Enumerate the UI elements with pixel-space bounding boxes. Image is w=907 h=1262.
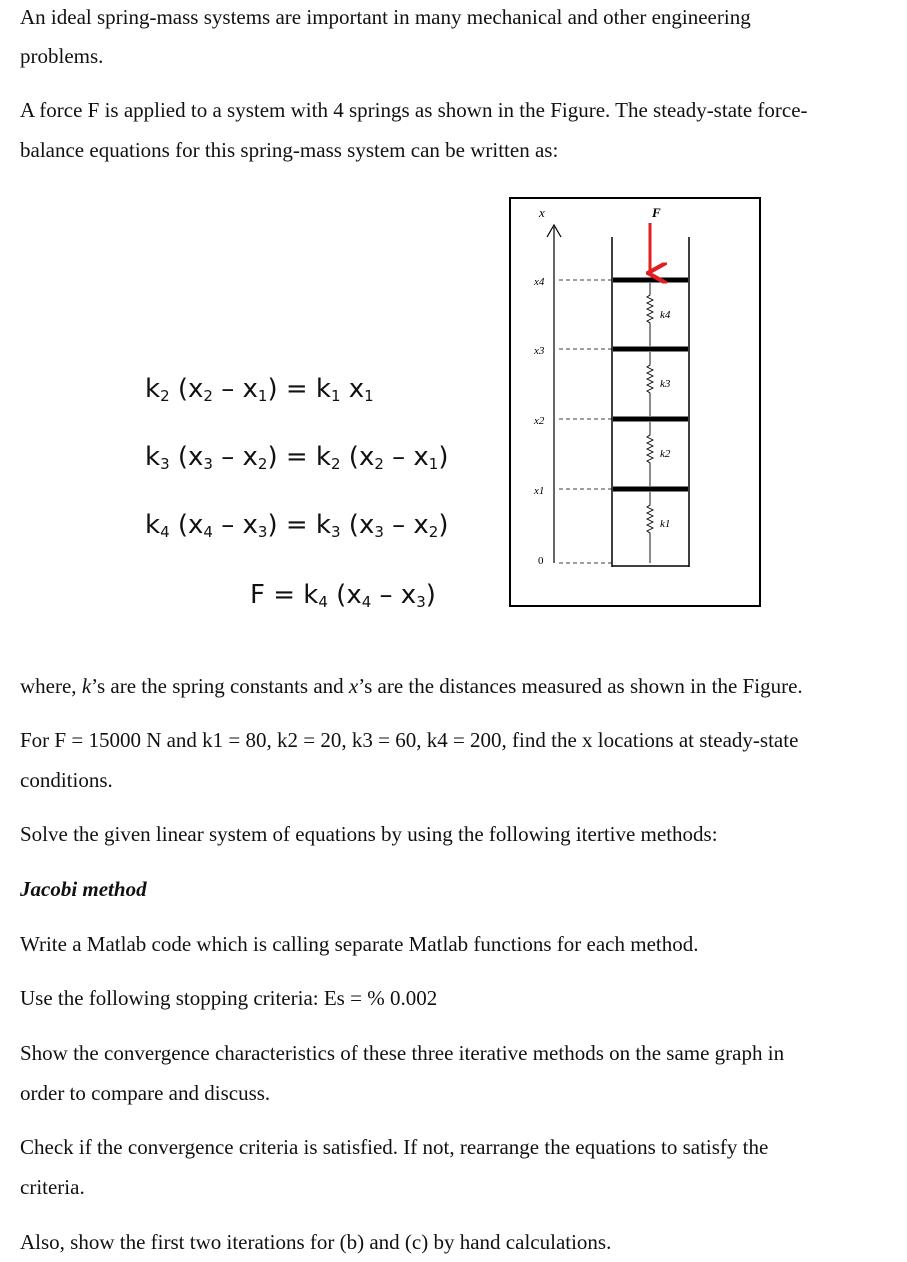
convergence-line-2: order to compare and discuss.: [20, 1081, 271, 1105]
spring-label-k4: k4: [660, 309, 671, 321]
equation-4: $F = k_4$ $(x_4 - x_3)$: [250, 580, 436, 611]
spring-mass-figure: [509, 197, 761, 607]
level-label-x1: x1: [534, 485, 545, 497]
stopping-criteria: Use the following stopping criteria: Es = % 0.002: [20, 986, 438, 1010]
equation-3: $k_4$ $(x_4 - x_3) = k_3$ $(x_3 - x_2)$: [145, 510, 449, 541]
spring-label-k2: k2: [660, 448, 671, 460]
force-paragraph-line-1: A force F is applied to a system with 4 springs as shown in the Figure. The steady-state force-: [20, 98, 808, 122]
intro-line-1: An ideal spring-mass systems are important in many mechanical and other engineering: [20, 5, 751, 29]
equation-2: $k_3$ $(x_3 - x_2) = k_2$ $(x_2 - x_1)$: [145, 442, 449, 473]
x-axis-label: x: [539, 205, 545, 220]
force-paragraph-line-2: balance equations for this spring-mass system can be written as:: [20, 138, 559, 162]
spring-label-k1: k1: [660, 518, 671, 530]
convergence-line-1: Show the convergence characteristics of these three iterative methods on the same graph in: [20, 1041, 785, 1065]
hand-calc-instruction: Also, show the first two iterations for (b) and (c) by hand calculations.: [20, 1230, 612, 1254]
given-values-line-2: conditions.: [20, 768, 113, 792]
intro-line-2: problems.: [20, 44, 104, 68]
check-line-2: criteria.: [20, 1175, 85, 1199]
check-line-1: Check if the convergence criteria is satisfied. If not, rearrange the equations to satisfy the: [20, 1135, 769, 1159]
solve-instruction: Solve the given linear system of equations by using the following itertive methods:: [20, 822, 718, 846]
level-label-x2: x2: [534, 415, 545, 427]
equation-1: $k_2$ $(x_2 - x_1) = k_1$ $x_1$: [145, 374, 374, 405]
level-label-x4: x4: [534, 276, 545, 288]
force-label: F: [652, 205, 661, 220]
where-paragraph: where, k’s are the spring constants and x’s are the distances measured as shown in the Figure.: [20, 674, 803, 698]
method-heading: Jacobi method: [20, 877, 147, 901]
level-label-x3: x3: [534, 345, 545, 357]
given-values-line-1: For F = 15000 N and k1 = 80, k2 = 20, k3 = 60, k4 = 200, find the x locations at steady-state: [20, 728, 799, 752]
matlab-instruction: Write a Matlab code which is calling separate Matlab functions for each method.: [20, 932, 699, 956]
spring-label-k3: k3: [660, 378, 671, 390]
figure-border: [510, 198, 760, 606]
level-label-0: 0: [538, 555, 544, 567]
